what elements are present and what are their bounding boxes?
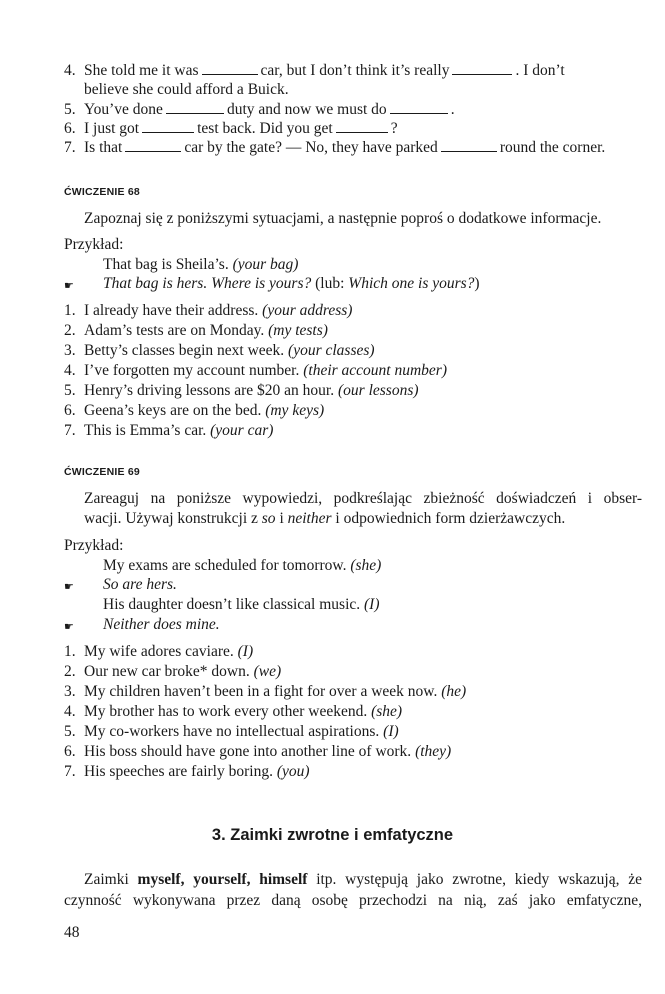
exercise-69-instruction-line-2: wacji. Używaj konstrukcji z so i neither i odpowiednich form dzierżawczych. <box>84 510 566 527</box>
fill-blank <box>336 131 388 133</box>
exercise-68-title: ĆWICZENIE 68 <box>64 186 140 198</box>
list-item: 5. My co-workers have no intellectual aspirations. (I) <box>64 723 399 740</box>
list-item: 4. My brother has to work every other weekend. (she) <box>64 703 403 720</box>
top-item-5: 5. You’ve done duty and now we must do . <box>64 101 455 118</box>
list-item: 6. His boss should have gone into another line of work. (they) <box>64 743 452 760</box>
exercise-69-title: ĆWICZENIE 69 <box>64 466 140 478</box>
fill-blank <box>441 150 497 152</box>
top-item-4: 4. She told me it was car, but I don’t think it’s really . I don’t <box>64 62 565 79</box>
page-number: 48 <box>64 924 80 941</box>
exercise-68-instruction: Zapoznaj się z poniższymi sytuacjami, a następnie poproś o dodatkowe informacje. <box>84 210 602 227</box>
pointing-hand-icon: ☛ <box>64 620 74 633</box>
example-sentence: His daughter doesn’t like classical music. (I) <box>103 596 380 613</box>
fill-blank <box>125 150 181 152</box>
list-item: 2. Adam’s tests are on Monday. (my tests) <box>64 322 328 339</box>
list-item: 7. His speeches are fairly boring. (you) <box>64 763 310 780</box>
fill-blank <box>142 131 194 133</box>
section-heading: 3. Zaimki zwrotne i emfatyczne <box>211 826 454 844</box>
example-sentence: My exams are scheduled for tomorrow. (she) <box>103 557 382 574</box>
list-item: 3. My children haven’t been in a fight for over a week now. (he) <box>64 683 467 700</box>
example-answer: Neither does mine. <box>103 616 220 633</box>
paragraph-line-2: czynność wykonywana przez daną osobę przechodzi na nią, zaś jako emfatyczne, <box>64 892 642 909</box>
example-label: Przykład: <box>64 537 124 554</box>
top-item-7: 7. Is that car by the gate? — No, they have parked round the corner. <box>64 139 606 156</box>
list-item: 7. This is Emma’s car. (your car) <box>64 422 274 439</box>
section-paragraph <box>64 871 642 913</box>
pointing-hand-icon: ☛ <box>64 279 74 292</box>
fill-blank <box>390 112 448 114</box>
fill-blank <box>202 73 258 75</box>
example-label: Przykład: <box>64 236 124 253</box>
list-item: 4. I’ve forgotten my account number. (their account number) <box>64 362 448 379</box>
list-item: 2. Our new car broke* down. (we) <box>64 663 282 680</box>
list-item: 5. Henry’s driving lessons are $20 an hour. (our lessons) <box>64 382 419 399</box>
list-item: 1. I already have their address. (your address) <box>64 302 353 319</box>
fill-blank <box>166 112 224 114</box>
exercise-69-instruction-line-1: Zareaguj na poniższe wypowiedzi, podkreślając zbieżność doświadczeń i obser- <box>84 490 642 507</box>
pointing-hand-icon: ☛ <box>64 580 74 593</box>
top-item-4-continuation: believe she could afford a Buick. <box>84 81 289 98</box>
list-item: 6. Geena’s keys are on the bed. (my keys) <box>64 402 325 419</box>
top-item-6: 6. I just got test back. Did you get ? <box>64 120 398 137</box>
list-item: 1. My wife adores caviare. (I) <box>64 643 254 660</box>
list-item: 3. Betty’s classes begin next week. (your classes) <box>64 342 375 359</box>
example-answer: So are hers. <box>103 576 177 593</box>
example-sentence: That bag is Sheila’s. (your bag) <box>103 256 299 273</box>
paragraph-line-1: Zaimki myself, yourself, himself itp. występują jako zwrotne, kiedy wskazują, że <box>84 871 643 888</box>
example-answer: That bag is hers. Where is yours? (lub: Which one is yours?) <box>103 275 480 292</box>
fill-blank <box>452 73 512 75</box>
